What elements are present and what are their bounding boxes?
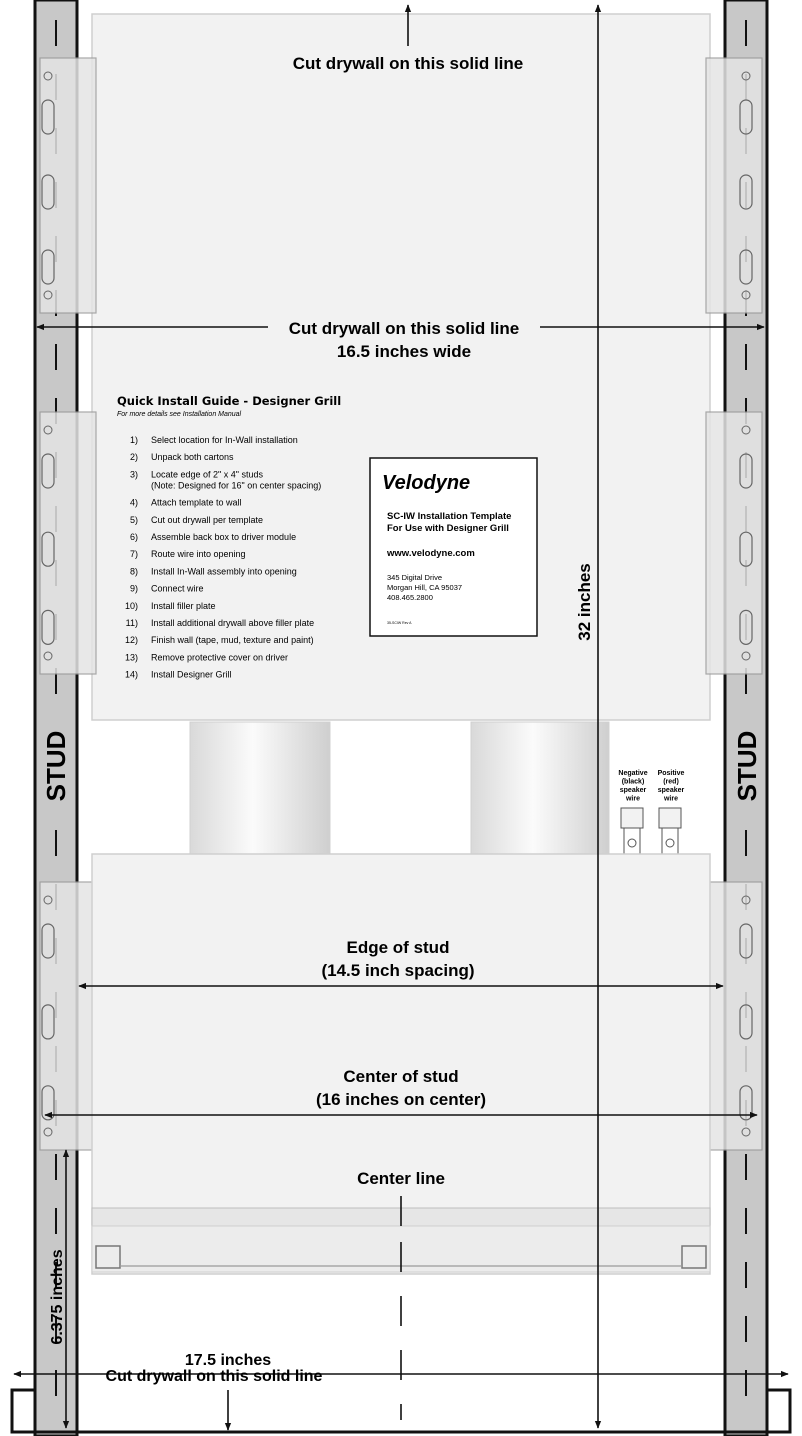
negative-terminal-label: Negative <box>618 770 648 777</box>
guide-step-note: (Note: Designed for 16" on center spacing) <box>151 480 322 491</box>
overall-width-label: 17.5 inches <box>184 1352 272 1369</box>
port-tubes <box>190 722 609 854</box>
positive-terminal <box>659 808 681 854</box>
guide-step-text: Install Designer Grill <box>151 669 232 680</box>
edge-of-stud-line1: Edge of stud <box>346 938 450 957</box>
height-label: 32 inches <box>575 563 594 641</box>
guide-title: Quick Install Guide - Designer Grill <box>117 394 342 408</box>
positive-terminal-label: (red) <box>663 778 679 786</box>
guide-step-number: 8) <box>129 566 138 577</box>
cut-width-label-line1: Cut drywall on this solid line <box>288 319 520 338</box>
guide-step-text: Locate edge of 2" x 4" studs <box>151 469 263 480</box>
guide-step-number: 10) <box>124 600 138 611</box>
guide-step-number: 1) <box>129 435 138 445</box>
guide-step-number: 3) <box>129 469 138 480</box>
positive-terminal-label: Positive <box>657 770 685 777</box>
brand-website: www.velodyne.com <box>387 548 475 559</box>
brand-part-no: 35-SCIW Rev A <box>387 621 412 625</box>
guide-step-text: Install In-Wall assembly into opening <box>151 566 297 577</box>
brand-line1: SC-IW Installation Template <box>387 511 512 522</box>
cut-top-label: Cut drywall on this solid line <box>292 54 524 73</box>
guide-step-number: 11) <box>125 618 138 628</box>
guide-subtitle: For more details see Installation Manual <box>117 411 242 418</box>
velodyne-logo: Velodyne <box>382 472 471 494</box>
center-line-label: Center line <box>357 1169 445 1188</box>
brand-address1: 345 Digital Drive <box>387 573 443 582</box>
guide-step-text: Attach template to wall <box>151 497 242 508</box>
guide-step-text: Remove protective cover on driver <box>151 652 289 663</box>
positive-terminal-label: speaker <box>657 787 685 794</box>
guide-step-text: Finish wall (tape, mud, texture and paint) <box>151 635 314 646</box>
guide-step-number: 12) <box>124 635 138 646</box>
guide-step-text: Install filler plate <box>151 600 216 611</box>
guide-step-number: 14) <box>124 669 138 680</box>
guide-step-number: 2) <box>129 452 138 463</box>
brand-phone: 408.465.2800 <box>387 593 433 602</box>
guide-step-number: 5) <box>129 514 138 525</box>
stud-right-label: STUD <box>732 730 762 802</box>
brand-address2: Morgan Hill, CA 95037 <box>387 583 463 592</box>
stud-left-label: STUD <box>41 730 71 802</box>
bottom-offset-label: 6.375 inches <box>49 1249 66 1345</box>
edge-of-stud-line2: (14.5 inch spacing) <box>321 961 475 980</box>
center-of-stud-line1: Center of stud <box>343 1067 459 1086</box>
guide-step-text: Connect wire <box>151 583 204 594</box>
negative-terminal-label: wire <box>625 795 641 803</box>
cut-width-label-line2: 16.5 inches wide <box>336 342 472 361</box>
velodyne-info-box <box>370 458 537 636</box>
guide-step-text: Cut out drywall per template <box>151 514 264 525</box>
guide-step-number: 6) <box>129 532 138 542</box>
center-of-stud-line2: (16 inches on center) <box>315 1090 487 1109</box>
guide-step-number: 7) <box>129 549 138 560</box>
guide-step-text: Assemble back box to driver module <box>151 532 297 542</box>
guide-step-text: Select location for In-Wall installation <box>151 435 298 445</box>
guide-step-number: 9) <box>129 583 138 594</box>
guide-step-text: Unpack both cartons <box>151 452 234 463</box>
guide-step-number: 13) <box>124 652 138 663</box>
positive-terminal-label: wire <box>663 795 679 803</box>
guide-step-text: Install additional drywall above filler plate <box>151 618 315 628</box>
brand-line2: For Use with Designer Grill <box>387 523 509 534</box>
negative-terminal-label: (black) <box>621 778 645 786</box>
cut-bottom-label: Cut drywall on this solid line <box>105 1368 323 1385</box>
guide-step-number: 4) <box>129 497 138 508</box>
negative-terminal <box>621 808 643 854</box>
negative-terminal-label: speaker <box>619 787 647 794</box>
terminal-labels <box>618 770 684 803</box>
guide-step-text: Route wire into opening <box>151 549 246 560</box>
